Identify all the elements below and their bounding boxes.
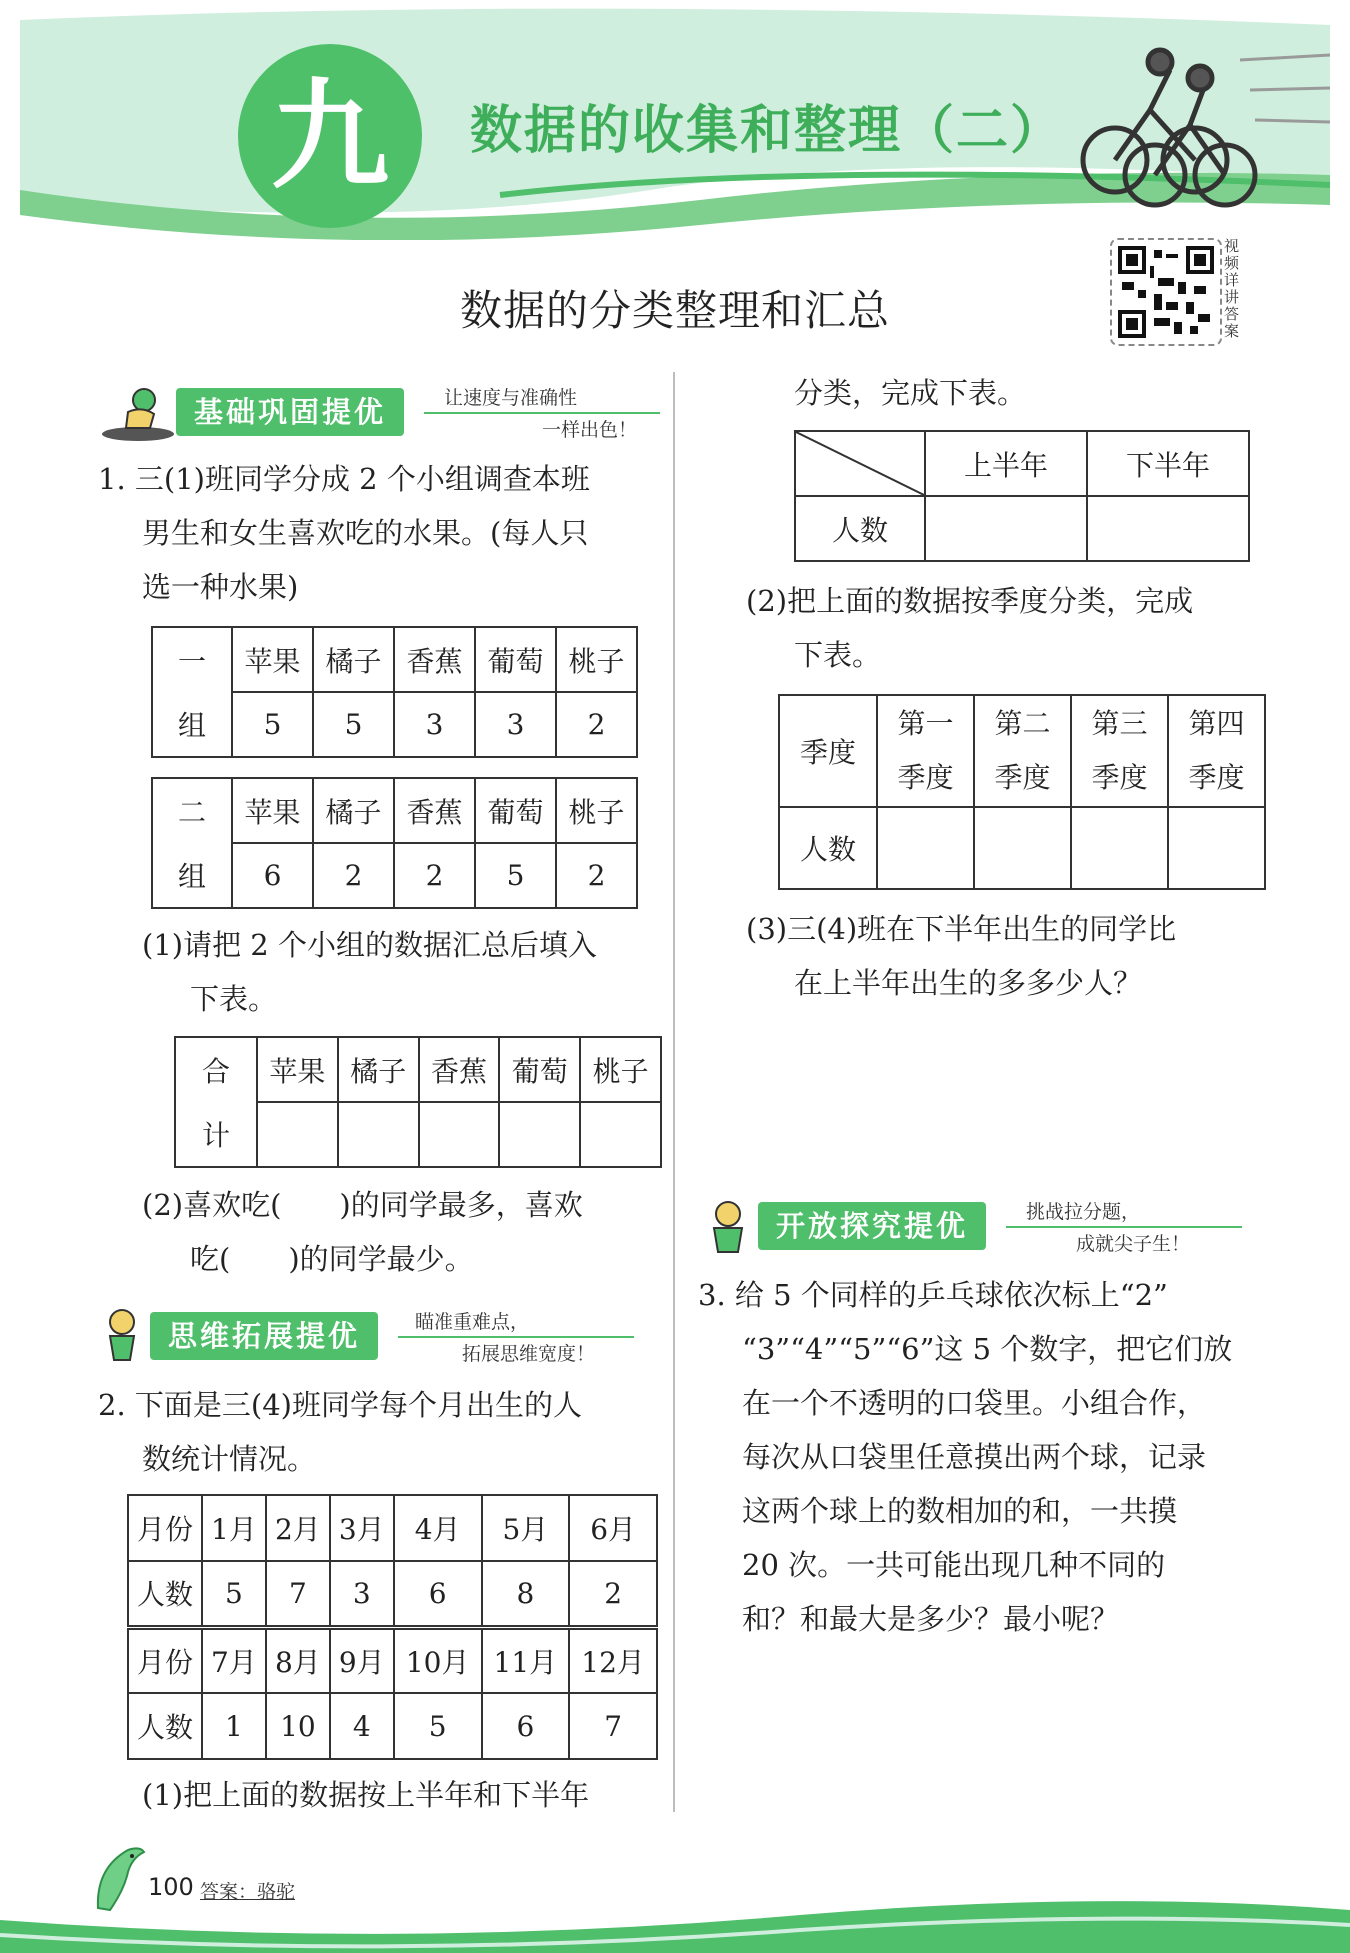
fruit-header: 葡萄: [475, 778, 556, 843]
group1-fruit-table: [151, 626, 638, 758]
column-divider: [673, 372, 675, 1812]
group2-value: 6: [232, 843, 313, 908]
group2-value: 5: [475, 843, 556, 908]
season-header: [877, 695, 974, 807]
count-cell: 3: [330, 1561, 394, 1627]
q1-text-line1: 1. 三(1)班同学分成 2 个小组调查本班: [98, 462, 590, 496]
row-label: 月份: [128, 1627, 202, 1693]
half-year-table: [794, 430, 1250, 562]
group1-label-bottom: 组: [152, 692, 232, 757]
section-tag-underline: [1006, 1226, 1242, 1228]
section-tag-basic-line2: 一样出色！: [542, 419, 638, 441]
row-label: 月份: [128, 1495, 202, 1561]
season-header: [1071, 695, 1168, 807]
section-tag-underline: [398, 1336, 634, 1338]
q1-text-line3: 选一种水果): [142, 570, 299, 604]
count-cell: 10: [266, 1693, 330, 1759]
total-label-top: 合: [175, 1037, 257, 1102]
q1-text-line2: 男生和女生喜欢吃的水果。(每人只: [142, 516, 589, 550]
fruit-header: 橘子: [338, 1037, 419, 1102]
q2-sub1-line2: 分类，完成下表。: [794, 376, 1027, 410]
lesson-title: 数据的分类整理和汇总: [459, 286, 890, 335]
group1-value: 3: [394, 692, 475, 757]
half-year-header: 下半年: [1087, 431, 1249, 496]
q1-sub2-line1: (2)喜欢吃( )的同学最多，喜欢: [142, 1188, 583, 1222]
season-table: [778, 694, 1266, 890]
monthly-birth-table: [127, 1494, 658, 1760]
fruit-header: 苹果: [257, 1037, 338, 1102]
chapter-title: 数据的收集和整理（二）: [470, 101, 1065, 161]
fruit-header: 桃子: [556, 778, 637, 843]
q2-sub3-line1: (3)三(4)班在下半年出生的同学比: [746, 912, 1177, 946]
fruit-header: 苹果: [232, 778, 313, 843]
count-cell: 5: [202, 1561, 266, 1627]
group2-fruit-table: [151, 777, 638, 909]
q3-text-line5: 这两个球上的数相加的和，一共摸: [742, 1494, 1178, 1528]
section-badge-basic: 基础巩固提优: [176, 388, 404, 436]
q3-text-line6: 20 次。一共可能出现几种不同的: [742, 1548, 1166, 1582]
count-cell: 6: [394, 1561, 482, 1627]
section-tag-basic-line1: 让速度与准确性: [444, 387, 578, 409]
count-cell: 6: [482, 1693, 570, 1759]
count-cell: 7: [266, 1561, 330, 1627]
fruit-header: 桃子: [580, 1037, 661, 1102]
qr-code[interactable]: [1110, 238, 1222, 346]
month-cell: 1月: [202, 1495, 266, 1561]
section-tag-thinking-line2: 拓展思维宽度！: [462, 1343, 596, 1365]
total-answer-cell[interactable]: [257, 1102, 338, 1167]
section-tag-open-line2: 成就尖子生！: [1076, 1233, 1191, 1255]
group2-label-bottom: 组: [152, 843, 232, 908]
q3-text-line4: 每次从口袋里任意摸出两个球，记录: [742, 1440, 1207, 1474]
section-tag-underline: [424, 412, 660, 414]
q3-text-line2: “3”“4”“5”“6”这 5 个数字，把它们放: [742, 1332, 1233, 1366]
dolphin-icon: [88, 1838, 148, 1918]
row-label: 人数: [128, 1561, 202, 1627]
count-cell: 4: [330, 1693, 394, 1759]
total-fruit-table: [174, 1036, 662, 1168]
season-answer-cell[interactable]: [974, 807, 1071, 889]
section-tag-thinking-line1: 瞄准重难点，: [415, 1311, 530, 1333]
row-label: 人数: [795, 496, 925, 561]
fruit-header: 香蕉: [394, 627, 475, 692]
season-answer-cell[interactable]: [1168, 807, 1265, 889]
fruit-header: 桃子: [556, 627, 637, 692]
row-label: 季度: [779, 695, 877, 807]
half-year-answer-cell[interactable]: [1087, 496, 1249, 561]
q1-sub2-line2: 吃( )的同学最少。: [190, 1242, 474, 1276]
fruit-header: 葡萄: [499, 1037, 580, 1102]
explorer-icon: [698, 1198, 756, 1258]
season-header-top: 第三: [1091, 707, 1148, 740]
fruit-header: 香蕉: [394, 778, 475, 843]
month-cell: 11月: [482, 1627, 570, 1693]
fruit-header: 橘子: [313, 778, 394, 843]
q1-sub1-line1: (1)请把 2 个小组的数据汇总后填入: [142, 928, 597, 962]
q2-text-line2: 数统计情况。: [142, 1442, 317, 1476]
group1-label-top: 一: [152, 627, 232, 692]
half-year-header: 上半年: [925, 431, 1087, 496]
month-cell: 6月: [569, 1495, 657, 1561]
month-cell: 10月: [394, 1627, 482, 1693]
page-number: 100: [148, 1873, 194, 1901]
season-header-bottom: 季度: [994, 761, 1051, 794]
count-cell: 8: [482, 1561, 570, 1627]
count-cell: 7: [569, 1693, 657, 1759]
season-header-top: 第一: [897, 707, 954, 740]
group1-value: 5: [232, 692, 313, 757]
month-cell: 8月: [266, 1627, 330, 1693]
q1-sub1-line2: 下表。: [190, 982, 278, 1016]
row-label: 人数: [128, 1693, 202, 1759]
group2-value: 2: [313, 843, 394, 908]
count-cell: 1: [202, 1693, 266, 1759]
month-cell: 3月: [330, 1495, 394, 1561]
row-label: 人数: [779, 807, 877, 889]
season-answer-cell[interactable]: [1071, 807, 1168, 889]
qr-pattern-icon: [1118, 246, 1214, 338]
total-answer-cell[interactable]: [338, 1102, 419, 1167]
q3-text-line3: 在一个不透明的口袋里。小组合作，: [742, 1386, 1207, 1420]
fruit-header: 橘子: [313, 627, 394, 692]
total-answer-cell[interactable]: [419, 1102, 500, 1167]
month-cell: 9月: [330, 1627, 394, 1693]
month-cell: 7月: [202, 1627, 266, 1693]
q2-sub2-line1: (2)把上面的数据按季度分类，完成: [746, 584, 1194, 618]
group2-value: 2: [394, 843, 475, 908]
q2-sub3-line2: 在上半年出生的多多少人？: [794, 966, 1143, 1000]
month-cell: 5月: [482, 1495, 570, 1561]
q3-text-line7: 和？和最大是多少？最小呢？: [742, 1602, 1120, 1636]
q2-text-line1: 2. 下面是三(4)班同学每个月出生的人: [98, 1388, 582, 1422]
diagonal-header-cell: [795, 431, 925, 496]
season-header-top: 第二: [994, 707, 1051, 740]
season-header: [1168, 695, 1265, 807]
count-cell: 5: [394, 1693, 482, 1759]
fruit-header: 香蕉: [419, 1037, 500, 1102]
group2-label-top: 二: [152, 778, 232, 843]
season-header: [974, 695, 1071, 807]
section-tag-open-line1: 挑战拉分题，: [1026, 1201, 1141, 1223]
q3-text-line1: 3. 给 5 个同样的乒乓球依次标上“2”: [698, 1278, 1168, 1312]
count-cell: 2: [569, 1561, 657, 1627]
half-year-answer-cell[interactable]: [925, 496, 1087, 561]
month-cell: 12月: [569, 1627, 657, 1693]
group2-value: 2: [556, 843, 637, 908]
section-badge-thinking: 思维拓展提优: [150, 1312, 378, 1360]
qr-caption: 视频详讲答案: [1224, 237, 1240, 340]
season-header-bottom: 季度: [897, 761, 954, 794]
chapter-number-badge: 九: [238, 44, 422, 228]
total-answer-cell[interactable]: [499, 1102, 580, 1167]
season-header-bottom: 季度: [1091, 761, 1148, 794]
season-header-bottom: 季度: [1188, 761, 1245, 794]
skateboarder-icon: [98, 384, 178, 444]
fruit-header: 葡萄: [475, 627, 556, 692]
q2-sub1-line1: (1)把上面的数据按上半年和下半年: [142, 1778, 590, 1812]
month-cell: 2月: [266, 1495, 330, 1561]
diagonal-line-icon: [796, 432, 924, 495]
month-cell: 4月: [394, 1495, 482, 1561]
answer-note: 答案：骆驼: [200, 1881, 296, 1903]
group1-value: 5: [313, 692, 394, 757]
section-badge-open: 开放探究提优: [758, 1202, 986, 1250]
thinker-icon: [96, 1306, 148, 1368]
season-header-top: 第四: [1188, 707, 1245, 740]
q2-sub2-line2: 下表。: [794, 638, 882, 672]
season-answer-cell[interactable]: [877, 807, 974, 889]
group1-value: 3: [475, 692, 556, 757]
total-answer-cell[interactable]: [580, 1102, 661, 1167]
total-label-bottom: 计: [175, 1102, 257, 1167]
fruit-header: 苹果: [232, 627, 313, 692]
group1-value: 2: [556, 692, 637, 757]
